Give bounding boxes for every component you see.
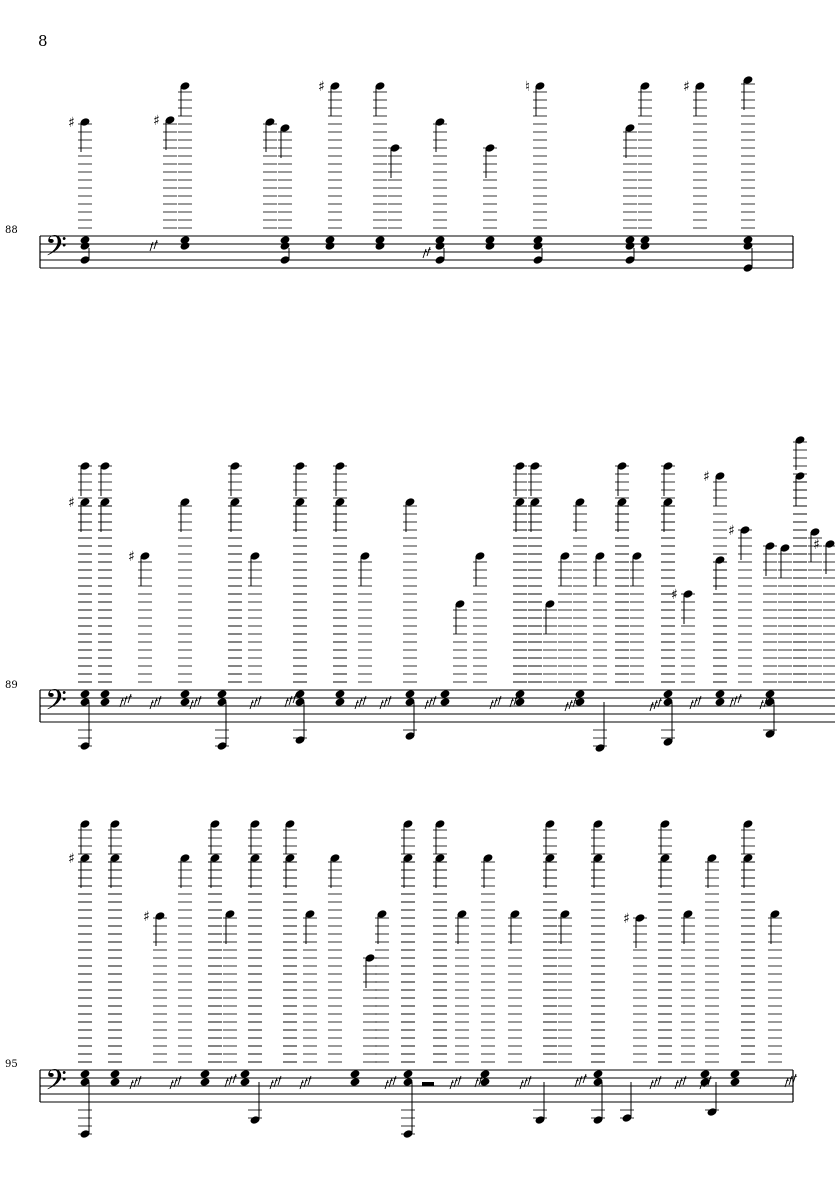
rest <box>425 700 429 709</box>
rest <box>650 1080 654 1089</box>
rest <box>734 696 738 705</box>
notehead <box>349 1069 360 1079</box>
sharp-icon: ♯ <box>813 537 820 553</box>
notehead <box>334 697 345 707</box>
bass-clef-icon: 𝄢 <box>45 684 67 724</box>
notehead <box>324 241 335 251</box>
notehead <box>729 1077 740 1087</box>
sharp-icon: ♯ <box>68 115 75 131</box>
rest <box>258 696 262 705</box>
rest <box>250 700 254 709</box>
sharp-icon: ♯ <box>68 495 75 511</box>
bass-clef-icon: 𝄢 <box>45 230 67 270</box>
rest <box>698 696 702 705</box>
notehead <box>574 689 585 699</box>
notehead <box>79 1069 90 1079</box>
notehead <box>439 697 450 707</box>
rest <box>654 700 658 709</box>
sharp-icon: ♯ <box>318 79 325 95</box>
natural-icon: ♮ <box>525 79 531 95</box>
bass-clef-icon: 𝄢 <box>45 1064 67 1104</box>
rest <box>270 1080 274 1089</box>
rest <box>675 1080 679 1089</box>
notehead <box>239 1077 250 1087</box>
notehead <box>109 1069 120 1079</box>
rest <box>423 249 427 258</box>
rest <box>178 1076 182 1085</box>
notehead <box>179 689 190 699</box>
sharp-icon: ♯ <box>671 587 678 603</box>
rest <box>458 1076 462 1085</box>
notehead <box>109 1077 120 1087</box>
half-rest <box>422 1082 434 1086</box>
rest <box>498 696 502 705</box>
rest <box>363 696 367 705</box>
rest <box>278 1076 282 1085</box>
rest <box>433 696 437 705</box>
notehead <box>216 689 227 699</box>
rest <box>150 700 154 709</box>
rest <box>380 700 384 709</box>
notehead <box>714 697 725 707</box>
sharp-icon: ♯ <box>703 469 710 485</box>
sharp-icon: ♯ <box>728 523 735 539</box>
notehead <box>374 241 385 251</box>
notehead <box>639 241 650 251</box>
notehead <box>99 689 110 699</box>
rest <box>490 700 494 709</box>
rest <box>528 1076 532 1085</box>
sharp-icon: ♯ <box>68 851 75 867</box>
rest <box>579 1076 583 1085</box>
notehead <box>199 1069 210 1079</box>
rest <box>300 1080 304 1089</box>
sharp-icon: ♯ <box>143 909 150 925</box>
rest <box>229 1076 233 1085</box>
notehead <box>404 689 415 699</box>
rest <box>520 1080 524 1089</box>
notehead <box>99 697 110 707</box>
notehead <box>729 1069 740 1079</box>
notehead <box>439 689 450 699</box>
notehead <box>662 689 673 699</box>
rest <box>393 1076 397 1085</box>
sharp-icon: ♯ <box>623 911 630 927</box>
rest <box>124 696 128 705</box>
rest <box>658 1076 662 1085</box>
notehead <box>349 1077 360 1087</box>
notehead <box>592 1069 603 1079</box>
measure-number-95: 95 <box>5 1059 18 1070</box>
rest <box>190 700 194 709</box>
rest <box>158 696 162 705</box>
notehead <box>199 1077 210 1087</box>
rest <box>289 696 293 705</box>
notehead <box>714 689 725 699</box>
rest <box>130 1080 134 1089</box>
notehead <box>79 689 90 699</box>
notehead <box>179 241 190 251</box>
rest <box>760 700 764 709</box>
rest <box>683 1076 687 1085</box>
rest <box>138 1076 142 1085</box>
rest <box>150 242 154 251</box>
rest <box>450 1080 454 1089</box>
sharp-icon: ♯ <box>128 549 135 565</box>
notehead <box>239 1069 250 1079</box>
rest <box>385 1080 389 1089</box>
rest <box>388 696 392 705</box>
notehead <box>484 241 495 251</box>
rest <box>170 1080 174 1089</box>
measure-number-89: 89 <box>5 680 18 691</box>
page-number: 8 <box>38 32 48 50</box>
measure-number-88: 88 <box>5 225 18 236</box>
rest <box>308 1076 312 1085</box>
notehead <box>402 1069 413 1079</box>
sharp-icon: ♯ <box>153 113 160 129</box>
rest <box>198 696 202 705</box>
notehead <box>179 697 190 707</box>
notehead <box>764 689 775 699</box>
rest <box>355 700 359 709</box>
sharp-icon: ♯ <box>683 79 690 95</box>
notehead <box>334 689 345 699</box>
rest <box>690 700 694 709</box>
rest <box>569 700 573 709</box>
notehead <box>699 1069 710 1079</box>
notehead <box>294 689 305 699</box>
